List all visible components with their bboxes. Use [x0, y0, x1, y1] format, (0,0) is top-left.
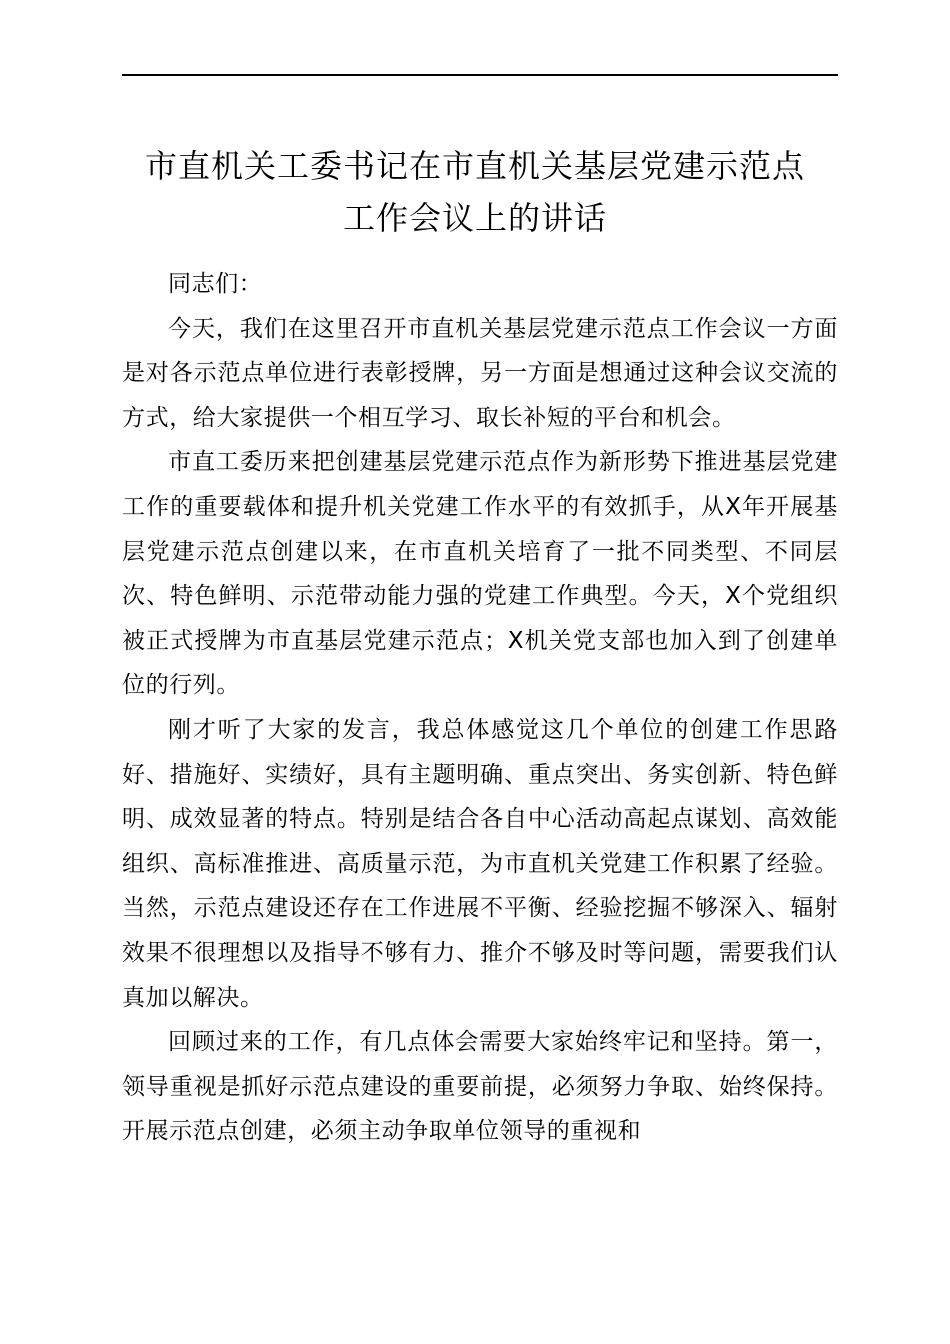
document-body [122, 262, 838, 1154]
paragraph-4: 回顾过来的工作，有几点体会需要大家始终牢记和坚持。第一，领导重视是抓好示范点建设的重要前提，必须努力争取、始终保持。开展示范点创建，必须主动争取单位领导的重视和 [122, 1029, 838, 1145]
header-rule [122, 74, 838, 76]
document-title [90, 140, 860, 244]
paragraph-3: 刚才听了大家的发言，我总体感觉这几个单位的创建工作思路好、措施好、实绩好，具有主题明确、重点突出、务实创新、特色鲜明、成效显著的特点。特别是结合各自中心活动高起点谋划、高效能组织、高标准推进、高质量示范，为市直机关党建工作积累了经验。当然，示范点建设还存在工作进展不平衡、经验挖掘不够深入、辐射效果不很理想以及指导不够有力、推介不够及时等问题，需要我们认真加以解决。 [122, 716, 838, 1011]
paragraph-2: 市直工委历来把创建基层党建示范点作为新形势下推进基层党建工作的重要载体和提升机关党建工作水平的有效抓手，从X年开展基层党建示范点创建以来，在市直机关培育了一批不同类型、不同层次、特色鲜明、示范带动能力强的党建工作典型。今天，X个党组织被正式授牌为市直基层党建示范点；X机关党支部也加入到了创建单位的行列。 [122, 449, 838, 699]
title-line-2: 工作会议上的讲话 [342, 199, 607, 237]
salutation: 同志们： [168, 271, 263, 297]
paragraph-1: 今天，我们在这里召开市直机关基层党建示范点工作会议一方面是对各示范点单位进行表彰授牌，另一方面是想通过这种会议交流的方式，给大家提供一个相互学习、取长补短的平台和机会。 [122, 315, 838, 431]
title-line-1: 市直机关工委书记在市直机关基层党建示范点 [144, 147, 805, 185]
